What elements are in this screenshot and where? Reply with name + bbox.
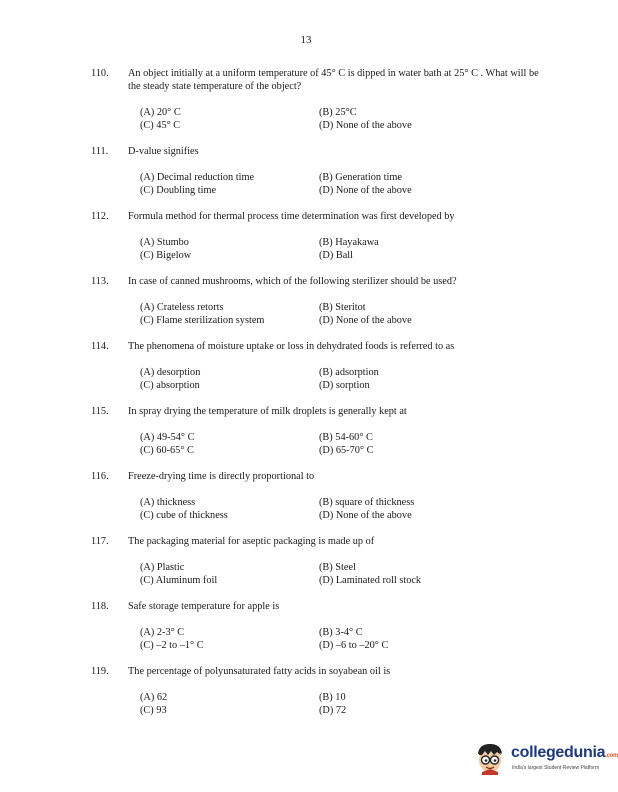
question-number: 111. <box>91 146 109 157</box>
option-d: (D) –6 to –20° C <box>319 640 389 651</box>
page-number: 13 <box>300 34 312 46</box>
option-a: (A) desorption <box>140 367 201 378</box>
option-a: (A) thickness <box>140 497 196 508</box>
question-115 <box>93 406 553 419</box>
option-c: (C) absorption <box>140 380 200 391</box>
question-number: 110. <box>91 68 109 79</box>
option-b: (B) 3-4° C <box>319 627 363 638</box>
question-number: 118. <box>91 601 109 612</box>
option-d: (D) None of the above <box>319 120 412 131</box>
option-c: (C) 60-65° C <box>140 445 194 456</box>
logo-tld: .com <box>605 753 618 759</box>
option-b: (B) Hayakawa <box>319 237 379 248</box>
option-b: (B) Steel <box>319 562 356 573</box>
option-b: (B) Generation time <box>319 172 402 183</box>
option-d: (D) 72 <box>319 705 347 716</box>
option-d: (D) Ball <box>319 250 354 261</box>
question-number: 114. <box>91 341 109 352</box>
question-number: 115. <box>91 406 109 417</box>
option-c: (C) Aluminum foil <box>140 575 218 586</box>
option-c: (C) Flame sterilization system <box>140 315 265 326</box>
option-c: (C) 93 <box>140 705 167 716</box>
option-a: (A) 20° C <box>140 107 181 118</box>
option-d: (D) None of the above <box>319 185 412 196</box>
option-b: (B) 10 <box>319 692 346 703</box>
option-c: (C) Doubling time <box>140 185 217 196</box>
option-b: (B) square of thickness <box>319 497 415 508</box>
question-number: 117. <box>91 536 109 547</box>
question-112 <box>93 211 553 224</box>
question-119 <box>93 666 553 679</box>
logo-name: collegedunia <box>511 744 606 761</box>
question-118 <box>93 601 553 614</box>
question-number: 112. <box>91 211 109 222</box>
student-mascot-icon <box>473 741 507 775</box>
option-d: (D) None of the above <box>319 315 412 326</box>
question-number: 113. <box>91 276 109 287</box>
logo-tagline: India's largest Student Review Platform <box>512 765 600 771</box>
option-b: (B) 25°C <box>319 107 357 118</box>
question-text: Formula method for thermal process time determination was first developed by <box>128 211 455 222</box>
question-number: 116. <box>91 471 109 482</box>
question-111 <box>93 146 553 159</box>
option-a: (A) 49-54° C <box>140 432 195 443</box>
question-text: In case of canned mushrooms, which of the following sterilizer should be used? <box>128 276 457 287</box>
option-a: (A) Decimal reduction time <box>140 172 255 183</box>
option-a: (A) Stumbo <box>140 237 189 248</box>
collegedunia-logo <box>473 741 618 777</box>
option-a: (A) Plastic <box>140 562 185 573</box>
option-c: (C) 45° C <box>140 120 181 131</box>
logo-wordmark <box>511 744 618 762</box>
question-text: D-value signifies <box>128 146 199 157</box>
question-text: Freeze-drying time is directly proportional to <box>128 471 315 482</box>
option-b: (B) Steritot <box>319 302 366 313</box>
option-b: (B) adsorption <box>319 367 379 378</box>
question-117 <box>93 536 553 549</box>
option-d: (D) None of the above <box>319 510 412 521</box>
question-text: Safe storage temperature for apple is <box>128 601 280 612</box>
question-text: The percentage of polyunsaturated fatty acids in soyabean oil is <box>128 666 391 677</box>
option-c: (C) –2 to –1° C <box>140 640 204 651</box>
option-d: (D) sorption <box>319 380 370 391</box>
question-110 <box>93 68 553 93</box>
option-a: (A) Crateless retorts <box>140 302 224 313</box>
option-b: (B) 54-60° C <box>319 432 373 443</box>
option-a: (A) 2-3° C <box>140 627 185 638</box>
question-116 <box>93 471 553 484</box>
option-d: (D) Laminated roll stock <box>319 575 422 586</box>
question-number: 119. <box>91 666 109 677</box>
option-a: (A) 62 <box>140 692 168 703</box>
question-113 <box>93 276 553 289</box>
option-d: (D) 65-70° C <box>319 445 374 456</box>
question-text: In spray drying the temperature of milk droplets is generally kept at <box>128 406 407 417</box>
question-114 <box>93 341 553 354</box>
question-text: An object initially at a uniform temperature of 45° C is dipped in water bath at 25° C . What will be the steady state temperature of the object? <box>128 68 539 92</box>
question-text: The packaging material for aseptic packaging is made up of <box>128 536 375 547</box>
option-c: (C) Bigelow <box>140 250 192 261</box>
question-text: The phenomena of moisture uptake or loss in dehydrated foods is referred to as <box>128 341 455 352</box>
option-c: (C) cube of thickness <box>140 510 228 521</box>
